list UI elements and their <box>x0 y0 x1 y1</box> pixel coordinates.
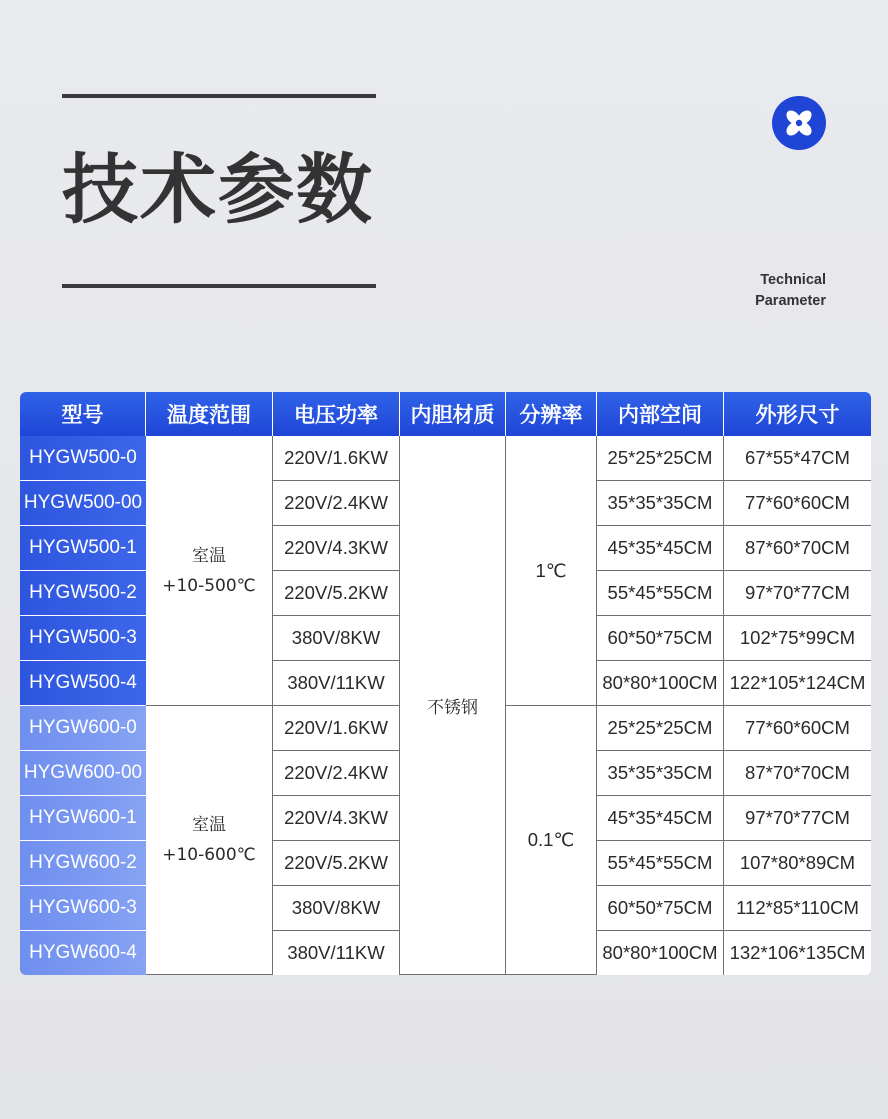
resolution-cell: 0.1℃ <box>506 706 597 975</box>
inner-size-cell: 55*45*55CM <box>597 571 724 616</box>
power-cell: 220V/5.2KW <box>273 571 400 616</box>
temp-range-line-1: 室温 <box>192 545 226 566</box>
model-cell: HYGW500-0 <box>20 436 146 481</box>
inner-size-cell: 60*50*75CM <box>597 886 724 931</box>
power-cell: 380V/11KW <box>273 661 400 706</box>
temp-range-cell <box>146 706 273 975</box>
temp-range-line-2: +10-600℃ <box>162 845 256 865</box>
col-header-outer-size: 外形尺寸 <box>724 392 871 436</box>
inner-size-cell: 45*35*45CM <box>597 796 724 841</box>
power-cell: 220V/2.4KW <box>273 751 400 796</box>
outer-size-cell: 77*60*60CM <box>724 706 871 751</box>
resolution-cell: 1℃ <box>506 436 597 706</box>
inner-size-cell: 45*35*45CM <box>597 526 724 571</box>
temp-range-line-1: 室温 <box>192 815 226 835</box>
col-header-power: 电压功率 <box>273 392 400 436</box>
model-cell: HYGW500-2 <box>20 571 146 616</box>
col-header-inner-size: 内部空间 <box>597 392 724 436</box>
power-cell: 220V/2.4KW <box>273 481 400 526</box>
model-cell: HYGW600-3 <box>20 886 146 931</box>
power-cell: 380V/8KW <box>273 616 400 661</box>
spec-table <box>20 392 871 975</box>
inner-size-cell: 80*80*100CM <box>597 661 724 706</box>
inner-size-cell: 25*25*25CM <box>597 436 724 481</box>
page-title: 技术参数 <box>62 145 374 234</box>
model-cell: HYGW600-0 <box>20 706 146 751</box>
outer-size-cell: 87*70*70CM <box>724 751 871 796</box>
inner-size-cell: 35*35*35CM <box>597 481 724 526</box>
material-cell: 不锈钢 <box>400 436 506 975</box>
top-divider <box>62 94 376 98</box>
subtitle-line-1: Technical <box>760 272 826 288</box>
power-cell: 380V/11KW <box>273 931 400 975</box>
inner-size-cell: 55*45*55CM <box>597 841 724 886</box>
col-header-temp-range: 温度范围 <box>146 392 273 436</box>
power-cell: 220V/1.6KW <box>273 706 400 751</box>
model-cell: HYGW600-2 <box>20 841 146 886</box>
power-cell: 380V/8KW <box>273 886 400 931</box>
model-cell: HYGW500-00 <box>20 481 146 526</box>
outer-size-cell: 97*70*77CM <box>724 571 871 616</box>
inner-size-cell: 60*50*75CM <box>597 616 724 661</box>
model-cell: HYGW600-00 <box>20 751 146 796</box>
outer-size-cell: 67*55*47CM <box>724 436 871 481</box>
outer-size-cell: 107*80*89CM <box>724 841 871 886</box>
col-header-material: 内胆材质 <box>400 392 506 436</box>
table-row <box>20 436 871 481</box>
model-cell: HYGW500-4 <box>20 661 146 706</box>
model-cell: HYGW500-3 <box>20 616 146 661</box>
power-cell: 220V/1.6KW <box>273 436 400 481</box>
power-cell: 220V/4.3KW <box>273 526 400 571</box>
outer-size-cell: 77*60*60CM <box>724 481 871 526</box>
fan-icon <box>772 96 826 150</box>
inner-size-cell: 35*35*35CM <box>597 751 724 796</box>
col-header-model: 型号 <box>20 392 146 436</box>
inner-size-cell: 80*80*100CM <box>597 931 724 975</box>
inner-size-cell: 25*25*25CM <box>597 706 724 751</box>
outer-size-cell: 102*75*99CM <box>724 616 871 661</box>
table-header-row <box>20 392 871 436</box>
power-cell: 220V/5.2KW <box>273 841 400 886</box>
temp-range-line-2: +10-500℃ <box>162 575 256 596</box>
outer-size-cell: 97*70*77CM <box>724 796 871 841</box>
outer-size-cell: 122*105*124CM <box>724 661 871 706</box>
subtitle-line-2: Parameter <box>755 293 826 309</box>
outer-size-cell: 87*60*70CM <box>724 526 871 571</box>
model-cell: HYGW600-1 <box>20 796 146 841</box>
model-cell: HYGW500-1 <box>20 526 146 571</box>
subtitle <box>755 270 826 312</box>
bottom-divider <box>62 284 376 288</box>
col-header-resolution: 分辨率 <box>506 392 597 436</box>
model-cell: HYGW600-4 <box>20 931 146 975</box>
power-cell: 220V/4.3KW <box>273 796 400 841</box>
outer-size-cell: 112*85*110CM <box>724 886 871 931</box>
outer-size-cell: 132*106*135CM <box>724 931 871 975</box>
temp-range-cell <box>146 436 273 706</box>
